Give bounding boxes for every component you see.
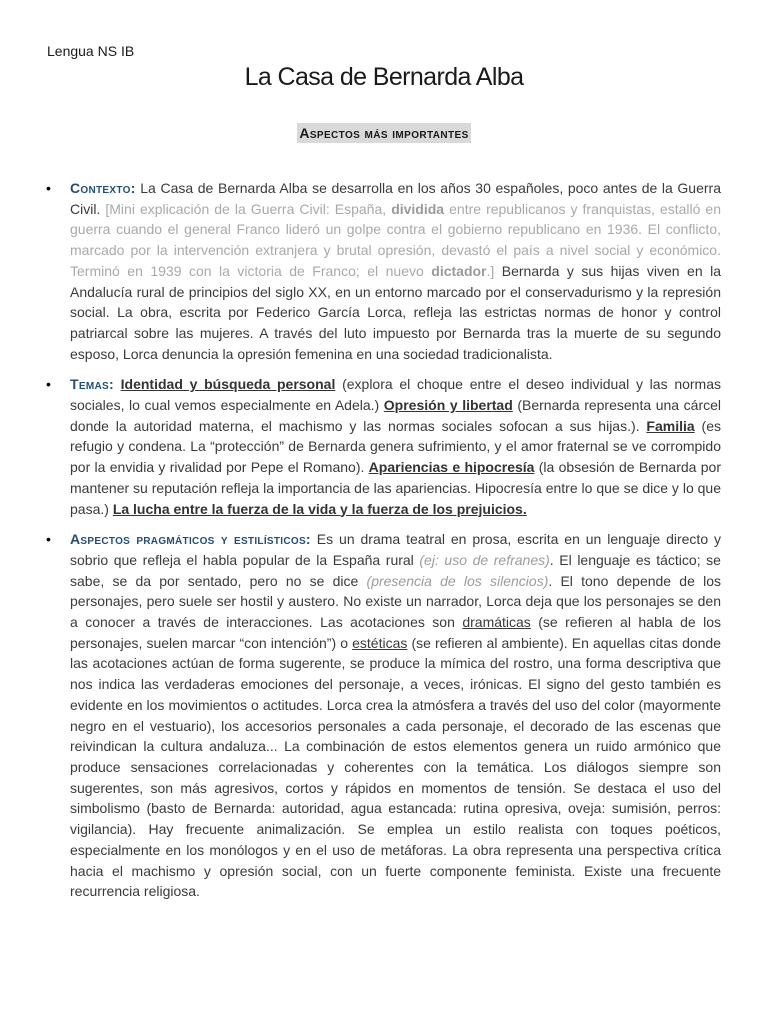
aspectos-text-1: Es un drama teatral en prosa, escrita en un lenguaje directo y sobrio que refleja el habla popular de la España rural <box>70 531 722 568</box>
contexto-text-2: Bernarda y sus hijas viven en la Andalucía rural de principios del siglo XX, en un entorno marcado por el conservadurismo y la represión social. La obra, escrita por Federico García Lorca, refleja las estrictas normas de honor y control patriarcal sobre las mujeres. A través del luto impuesto por Bernarda tras la muerte de su segundo esposo, Lorca denuncia la opresión femenina en una sociedad tradicionalista. <box>70 262 722 362</box>
contexto-heading: Contexto: <box>70 180 136 196</box>
contexto-note-a: [Mini explicación de la Guerra Civil: España, <box>105 200 392 217</box>
list-item-temas <box>46 374 721 519</box>
theme-lucha: La lucha entre la fuerza de la vida y la fuerza de los prejuicios. <box>112 500 527 517</box>
temas-heading: Temas: <box>70 376 114 393</box>
contexto-note-c: entre republicanos y franquistas, estalló en guerra cuando el general Franco lideró un golpe contra el gobierno republicano en 1936. El conflicto, marcado por la intervención extranjera y brutal opresión, devastó el país a nivel social y económico. Terminó en 1939 con la victoria de Franco; el nuevo <box>70 200 722 279</box>
theme-identidad: Identidad y búsqueda personal <box>120 376 336 393</box>
aspectos-text-5: (se refieren al ambiente). En aquellas citas donde las acotaciones actúan de forma sugerente, se produce la mímica del rostro, una forma descriptiva que nos indica las verdaderas emociones del personaje, a veces, irónicas. El signo del gesto también es evidente en los movimientos o actitudes. Lorca crea la atmósfera a través del uso del color (mayormente negro en el vestuario), los accesorios personales a cada personaje, el decorado de las escenas que reivindican la cultura andaluza... La combinación de estos elementos genera un ruido armónico que produce sensaciones correlacionadas y coherentes con la temática. Los diálogos siempre son sugerentes, son más agresivos, cortos y rápidos en momentos de tensión. Se destaca el uso del simbolismo (basto de Bernarda: autoridad, agua estancada: rutina opresiva, oveja: sumisión, perros: vigilancia). Hay frecuente animalización. Se emplea un estilo realista con toques poéticos, especialmente en los monólogos y en el uso de metáforas. La obra representa una perspectiva crítica hacia el machismo y opresión social, con un fuerte componente feminista. Existe una frecuente recurrencia religiosa. <box>70 634 721 900</box>
aspectos-example-1: (ej: uso de refranes) <box>419 551 550 568</box>
bullet-icon: • <box>46 376 51 393</box>
theme-identidad-desc: (explora el choque entre el deseo individual y las normas sociales, lo cual vemos especialmente en Adela.) <box>70 376 721 414</box>
bullet-list <box>46 178 722 912</box>
theme-familia-desc: (es refugio y condena. La “protección” de Bernarda genera sufrimiento, y el amor fraternal se ve corrompido por la envidia y rivalidad por Pepe el Romano). <box>70 417 721 476</box>
theme-apariencias: Apariencias e hipocresía <box>368 459 535 476</box>
aspectos-heading: Aspectos pragmáticos y estilísticos: <box>70 531 311 548</box>
list-item-contexto <box>46 178 722 364</box>
contexto-text-1: La Casa de Bernarda Alba se desarrolla en los años 30 españoles, poco antes de la Guerra Civil. <box>70 180 721 217</box>
subtitle-wrapper <box>0 123 768 143</box>
bullet-icon: • <box>46 180 51 196</box>
aspectos-term-dramaticas: dramáticas <box>462 614 531 631</box>
list-item-aspectos <box>46 529 722 902</box>
course-label: Lengua NS IB <box>47 43 135 59</box>
theme-opresion-desc: (Bernarda representa una cárcel donde la autoridad materna, el machismo y las normas sociales sofocan a sus hijas.). <box>70 397 721 434</box>
aspectos-example-2: (presencia de los silencios) <box>366 572 549 589</box>
theme-opresion: Opresión y libertad <box>383 397 513 414</box>
contexto-note-d: .] <box>486 262 495 279</box>
aspectos-text-4: (se refieren al habla de los personajes, suelen marcar “con intención”) o <box>70 614 722 651</box>
aspectos-term-esteticas: estéticas <box>352 634 408 651</box>
bullet-icon: • <box>46 531 51 548</box>
aspectos-text-2: . El lenguaje es táctico; se sabe, se da por sentado, pero no se dice <box>70 551 721 589</box>
contexto-note-bold-1: dividida <box>391 200 445 217</box>
section-subtitle: Aspectos más importantes <box>299 125 469 141</box>
page-title: La Casa de Bernarda Alba <box>244 63 524 91</box>
contexto-note-bold-2: dictador <box>431 262 487 279</box>
theme-familia: Familia <box>646 417 695 434</box>
aspectos-text-3: . El tono depende de los personajes, pero suele ser hostil y austero. No existe un narrador, Lorca deja que los personajes se den a conocer a través de interacciones. Las acotaciones son <box>70 572 721 631</box>
theme-apariencias-desc: (la obsesión de Bernarda por mantener su reputación refleja la importancia de las apariencias. Hipocresía entre lo que se dice y lo que pasa.) <box>70 459 721 517</box>
